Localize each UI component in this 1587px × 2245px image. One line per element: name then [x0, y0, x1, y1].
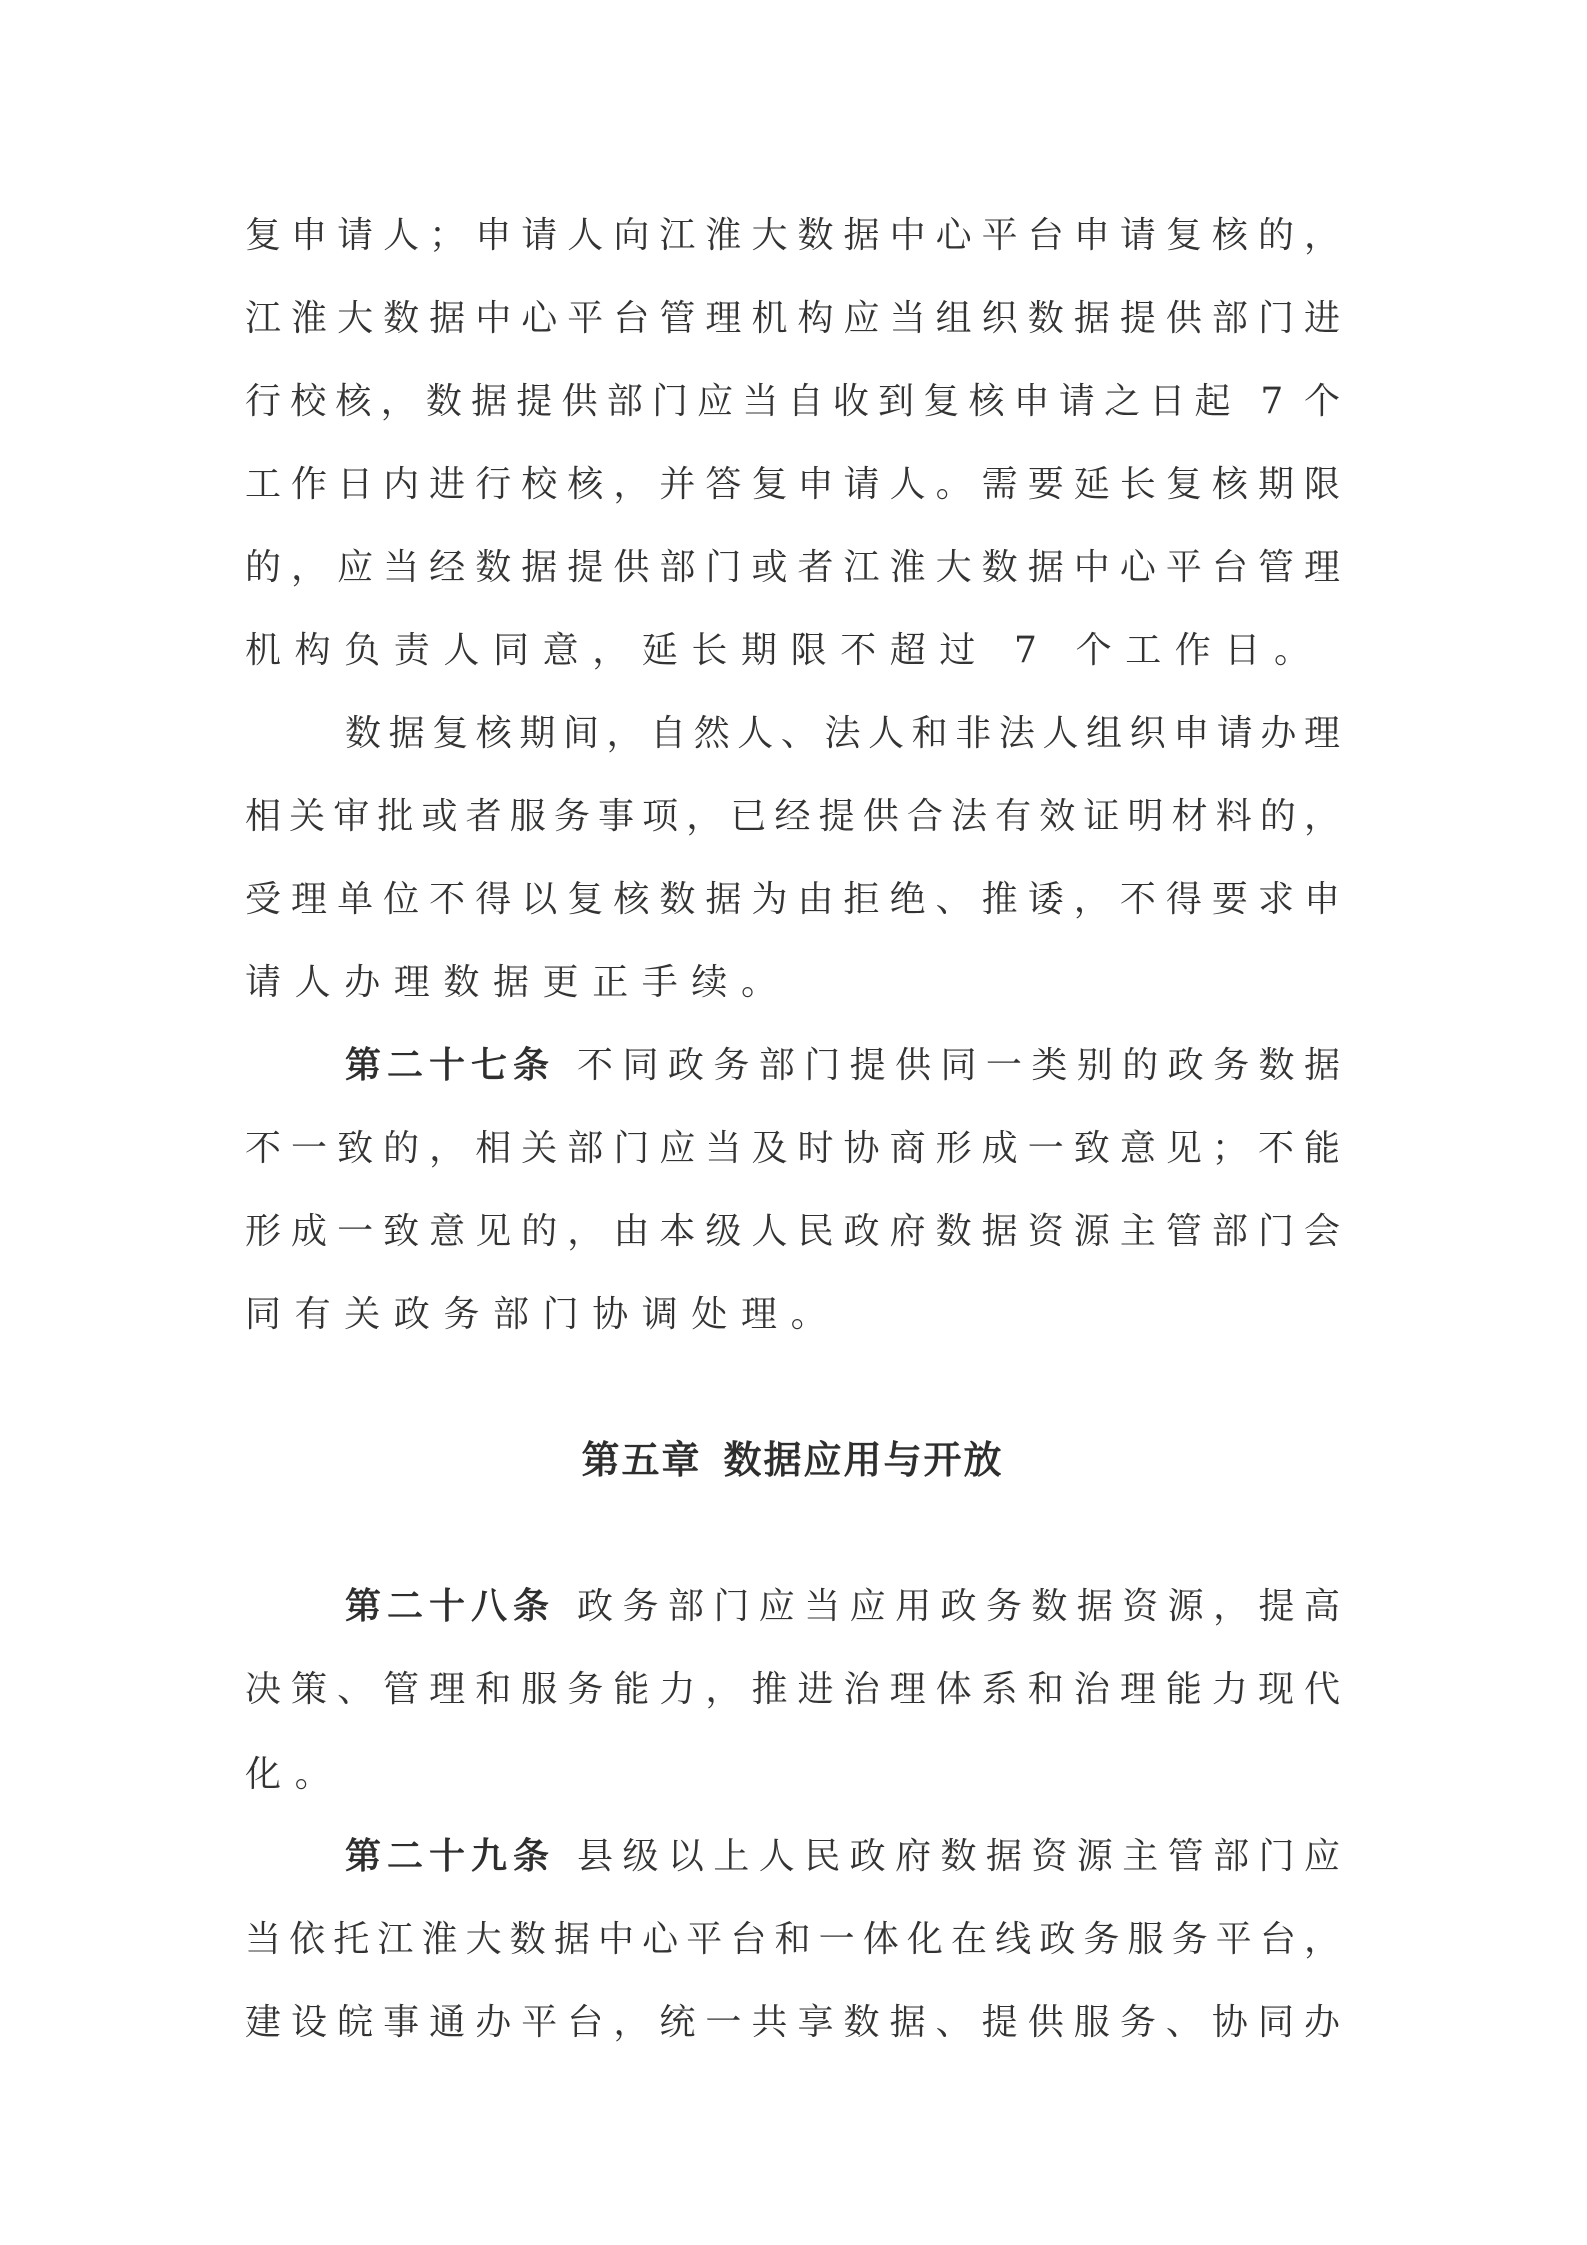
- article-29-first-line: [345, 1827, 1340, 1887]
- text-line: 决策、管理和服务能力，推进治理体系和治理能力现代: [245, 1669, 1340, 1710]
- text-line: 行校核，数据提供部门应当自收到复核申请之日起 7 个: [245, 381, 1340, 422]
- text-line: 工作日内进行校核，并答复申请人。需要延长复核期限: [245, 464, 1340, 505]
- text-line: 当依托江淮大数据中心平台和一体化在线政务服务平台，: [245, 1919, 1340, 1960]
- text-line: 数据复核期间，自然人、法人和非法人组织申请办理: [345, 713, 1340, 754]
- text-line: 形成一致意见的，由本级人民政府数据资源主管部门会: [245, 1211, 1340, 1252]
- text-line: 化。: [245, 1754, 345, 1795]
- text-line: 同有关政务部门协调处理。: [245, 1294, 841, 1335]
- text-line: 机构负责人同意，延长期限不超过 7 个工作日。: [245, 630, 1324, 671]
- chapter-number: 第五章: [581, 1438, 702, 1482]
- text-line: 不一致的，相关部门应当及时协商形成一致意见；不能: [245, 1128, 1340, 1169]
- text-line: 请人办理数据更正手续。: [245, 962, 791, 1003]
- article-number: 第二十八条: [345, 1586, 556, 1627]
- text-line: 江淮大数据中心平台管理机构应当组织数据提供部门进: [245, 298, 1340, 339]
- text-line: 县级以上人民政府数据资源主管部门应: [577, 1836, 1340, 1877]
- text-line: 不同政务部门提供同一类别的政务数据: [577, 1045, 1340, 1086]
- article-27-first-line: [345, 1036, 1340, 1096]
- chapter-heading: [245, 1430, 1340, 1490]
- text-line: 相关审批或者服务事项，已经提供合法有效证明材料的，: [245, 796, 1340, 837]
- text-line: 复申请人；申请人向江淮大数据中心平台申请复核的，: [245, 215, 1340, 256]
- article-number: 第二十七条: [345, 1045, 556, 1086]
- chapter-title: 数据应用与开放: [723, 1438, 1004, 1482]
- article-28-first-line: [345, 1577, 1340, 1637]
- text-line: 受理单位不得以复核数据为由拒绝、推诿，不得要求申: [245, 879, 1340, 920]
- article-number: 第二十九条: [345, 1836, 556, 1877]
- text-line: 的，应当经数据提供部门或者江淮大数据中心平台管理: [245, 547, 1340, 588]
- text-line: 政务部门应当应用政务数据资源，提高: [577, 1586, 1340, 1627]
- text-line: 建设皖事通办平台，统一共享数据、提供服务、协同办: [245, 2002, 1340, 2043]
